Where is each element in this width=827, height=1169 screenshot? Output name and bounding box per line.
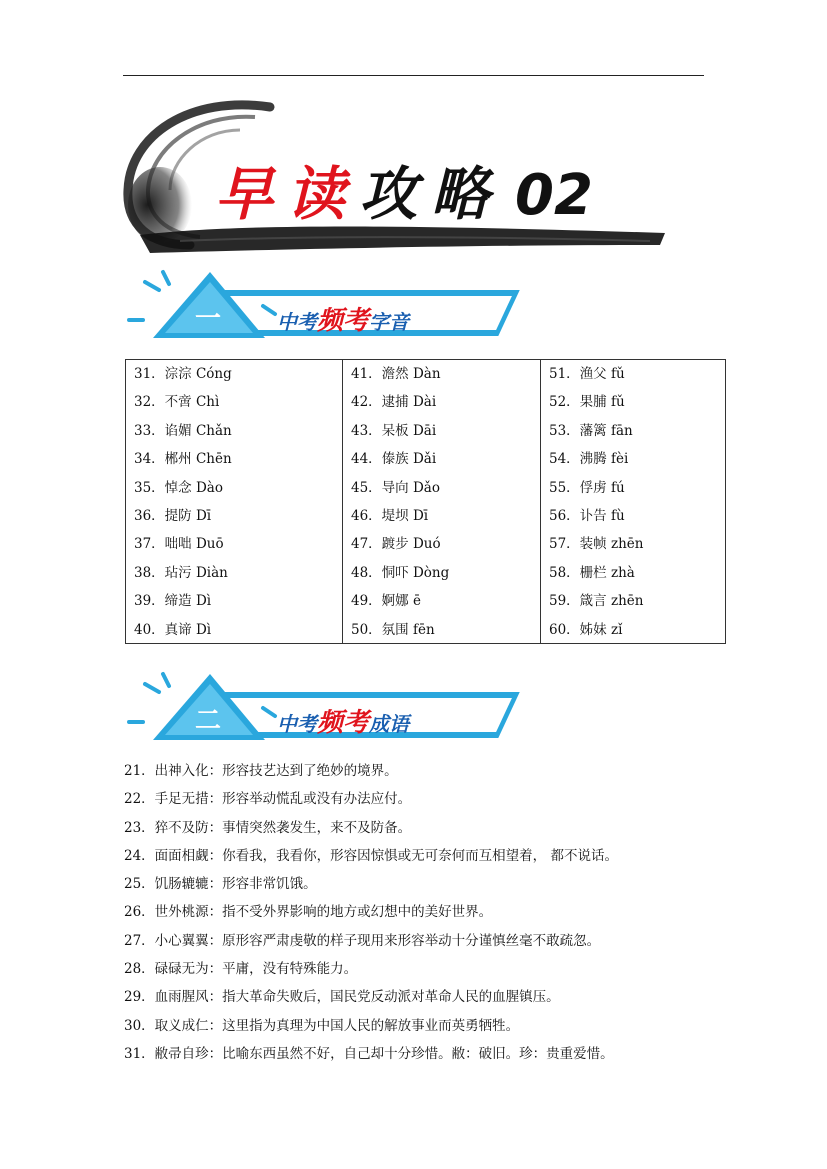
pinyin-entry: 54．沸腾 fèi	[549, 451, 629, 468]
pinyin-entry: 35．悼念 Dào	[134, 479, 223, 496]
pinyin-entry: 45．导向 Dǎo	[351, 479, 440, 496]
pinyin-table	[125, 359, 726, 644]
pinyin-entry: 33．谄媚 Chǎn	[134, 422, 232, 439]
pinyin-entry: 56．讣告 fù	[549, 507, 625, 524]
title-red-part: 早读	[215, 160, 360, 228]
pinyin-entry: 58．栅栏 zhà	[549, 564, 635, 581]
pinyin-entry: 36．提防 Dī	[134, 507, 212, 524]
section-number: 二	[194, 706, 221, 736]
pinyin-entry: 51．渔父 fǔ	[549, 366, 625, 382]
idiom-item: 23．猝不及防：事情突然袭发生，来不及防备。	[124, 819, 412, 836]
section-title	[277, 300, 409, 337]
pinyin-entry: 60．姊妹 zǐ	[549, 621, 623, 638]
pinyin-entry: 34．郴州 Chēn	[134, 451, 232, 468]
section-title	[277, 702, 409, 739]
idiom-item: 22．手足无措：形容举动慌乱或没有办法应付。	[124, 791, 412, 808]
idiom-list	[124, 760, 724, 1071]
pinyin-entry: 47．踱步 Duó	[351, 536, 441, 553]
idiom-item: 24．面面相觑：你看我，我看你，形容因惊惧或无可奈何而互相望着， 都不说话。	[124, 847, 618, 864]
pinyin-entry: 49．婀娜 ē	[351, 593, 421, 610]
pinyin-entry: 42．逮捕 Dài	[351, 394, 437, 411]
pinyin-entry: 46．堤坝 Dī	[351, 507, 429, 524]
idiom-item: 31．敝帚自珍：比喻东西虽然不好，自己却十分珍惜。敝：破旧。珍：贵重爱惜。	[124, 1045, 614, 1062]
section-title-small: 中考	[277, 712, 317, 736]
pinyin-entry: 31．淙淙 Cóng	[134, 366, 232, 382]
section-title-small: 中考	[277, 310, 317, 334]
pinyin-entry: 48．恫吓 Dòng	[351, 564, 450, 581]
section-header-idioms	[125, 670, 545, 752]
pinyin-entry: 59．箴言 zhēn	[549, 593, 644, 610]
pinyin-column-2	[342, 360, 540, 643]
pinyin-entry: 55．俘虏 fú	[549, 479, 625, 496]
pinyin-entry: 53．藩篱 fān	[549, 422, 633, 439]
pinyin-entry: 41．澹然 Dàn	[351, 366, 441, 382]
main-title	[215, 147, 593, 227]
pinyin-entry: 57．装帧 zhēn	[549, 536, 644, 553]
top-rule	[123, 75, 704, 76]
pinyin-column-3	[540, 360, 725, 643]
title-black-part: 攻略	[359, 160, 504, 228]
pinyin-entry: 43．呆板 Dāi	[351, 422, 437, 439]
idiom-item: 30．取义成仁：这里指为真理为中国人民的解放事业而英勇牺牲。	[124, 1017, 520, 1034]
pinyin-entry: 40．真谛 Dì	[134, 621, 212, 638]
section-title-big: 频考	[317, 708, 370, 738]
pinyin-entry: 39．缔造 Dì	[134, 593, 212, 610]
title-banner	[120, 95, 680, 260]
pinyin-entry: 44．傣族 Dǎi	[351, 451, 437, 468]
title-number: 02	[515, 163, 593, 228]
idiom-item: 29．血雨腥风：指大革命失败后，国民党反动派对革命人民的血腥镇压。	[124, 989, 560, 1006]
idiom-item: 26．世外桃源：指不受外界影响的地方或幻想中的美好世界。	[124, 904, 493, 921]
pinyin-entry: 37．咄咄 Duō	[134, 536, 224, 553]
idiom-item: 27．小心翼翼：原形容严肃虔敬的样子现用来形容举动十分谨慎丝毫不敢疏忽。	[124, 932, 601, 949]
idiom-item: 28．碌碌无为：平庸，没有特殊能力。	[124, 961, 358, 978]
section-title-big: 频考	[317, 306, 370, 336]
idiom-item: 25．饥肠辘辘：形容非常饥饿。	[124, 876, 317, 893]
pinyin-entry: 50．氛围 fēn	[351, 621, 435, 638]
idiom-item: 21．出神入化：形容技艺达到了绝妙的境界。	[124, 763, 398, 779]
pinyin-entry: 32．不啻 Chì	[134, 394, 220, 411]
section-header-pinyin	[125, 268, 545, 350]
section-title-small: 字音	[369, 310, 410, 334]
pinyin-entry: 52．果脯 fǔ	[549, 394, 625, 411]
pinyin-column-1	[126, 360, 342, 643]
pinyin-entry: 38．玷污 Diàn	[134, 564, 228, 581]
section-title-small: 成语	[369, 712, 410, 736]
section-number: 一	[194, 304, 221, 334]
